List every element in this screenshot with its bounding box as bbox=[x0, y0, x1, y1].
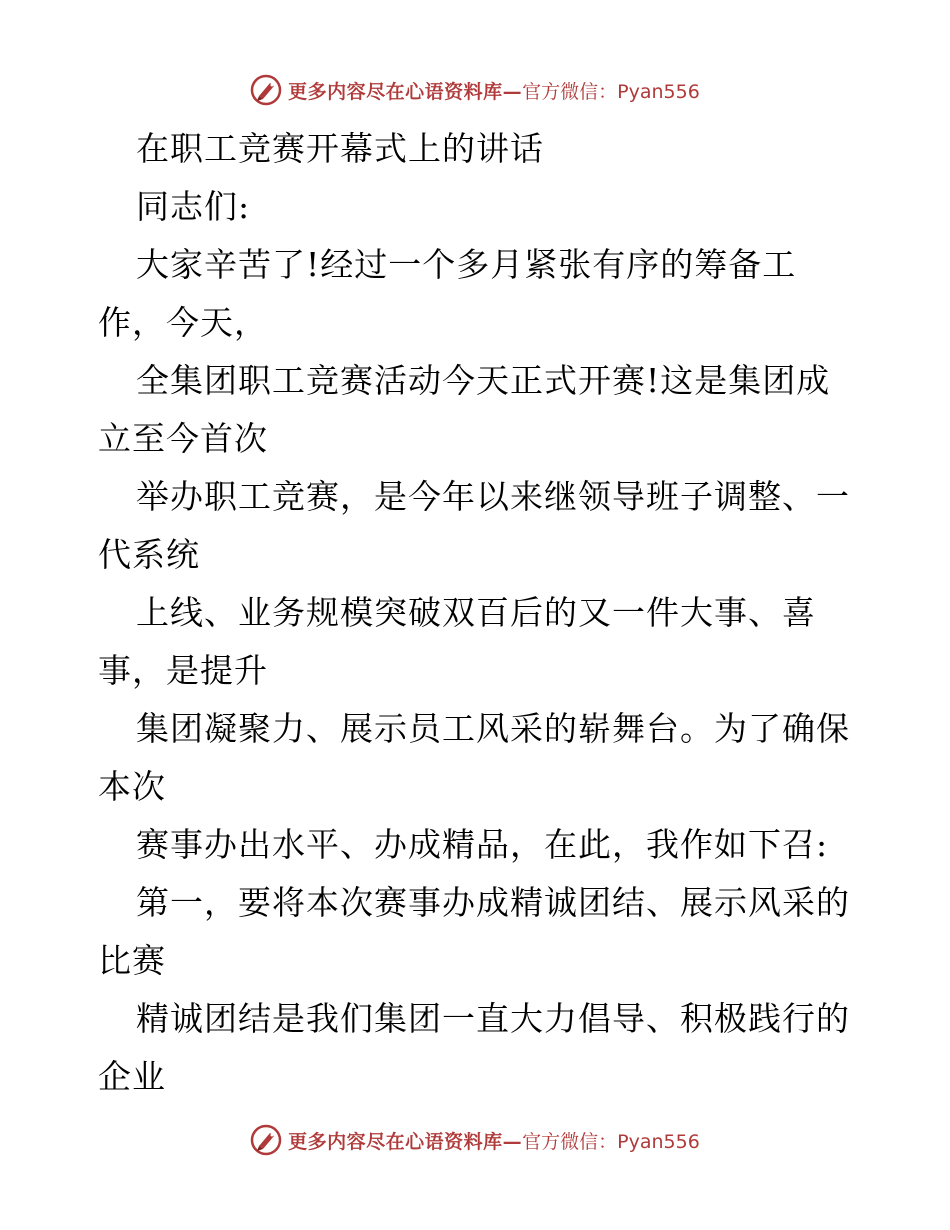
header-banner bbox=[0, 70, 950, 110]
paragraph-line: 全集团职工竞赛活动今天正式开赛!这是集团成 bbox=[136, 361, 831, 400]
banner-contact: 官方微信：Pyan556 bbox=[522, 80, 700, 103]
paragraph-line: 事，是提升 bbox=[98, 651, 268, 690]
document-title: 在职工竞赛开幕式上的讲话 bbox=[136, 129, 544, 168]
paragraph-line: 本次 bbox=[98, 767, 166, 806]
paragraph-line: 举办职工竞赛，是今年以来继领导班子调整、一 bbox=[136, 477, 850, 516]
footer-banner bbox=[0, 1120, 950, 1160]
banner-text: 更多内容尽在心语资料库— bbox=[288, 80, 523, 103]
pen-logo-icon bbox=[250, 74, 282, 106]
paragraph-line: 企业 bbox=[98, 1057, 166, 1096]
pen-logo-icon bbox=[250, 1124, 282, 1156]
paragraph-line: 集团凝聚力、展示员工风采的崭舞台。为了确保 bbox=[136, 709, 850, 748]
paragraph-line: 代系统 bbox=[98, 535, 200, 574]
document-body bbox=[98, 120, 858, 1106]
paragraph-line: 上线、业务规模突破双百后的又一件大事、喜 bbox=[136, 593, 816, 632]
paragraph-line: 第一，要将本次赛事办成精诚团结、展示风采的 bbox=[136, 883, 850, 922]
banner-contact: 官方微信：Pyan556 bbox=[522, 1130, 700, 1153]
banner-text: 更多内容尽在心语资料库— bbox=[288, 1130, 523, 1153]
paragraph-line: 比赛 bbox=[98, 941, 166, 980]
paragraph-line: 立至今首次 bbox=[98, 419, 268, 458]
paragraph-line: 赛事办出水平、办成精品，在此，我作如下召: bbox=[136, 825, 829, 864]
salutation: 同志们: bbox=[136, 187, 251, 226]
paragraph-line: 作，今天， bbox=[98, 303, 268, 342]
paragraph-line: 精诚团结是我们集团一直大力倡导、积极践行的 bbox=[136, 999, 850, 1038]
paragraph-line: 大家辛苦了!经过一个多月紧张有序的筹备工 bbox=[136, 245, 797, 284]
